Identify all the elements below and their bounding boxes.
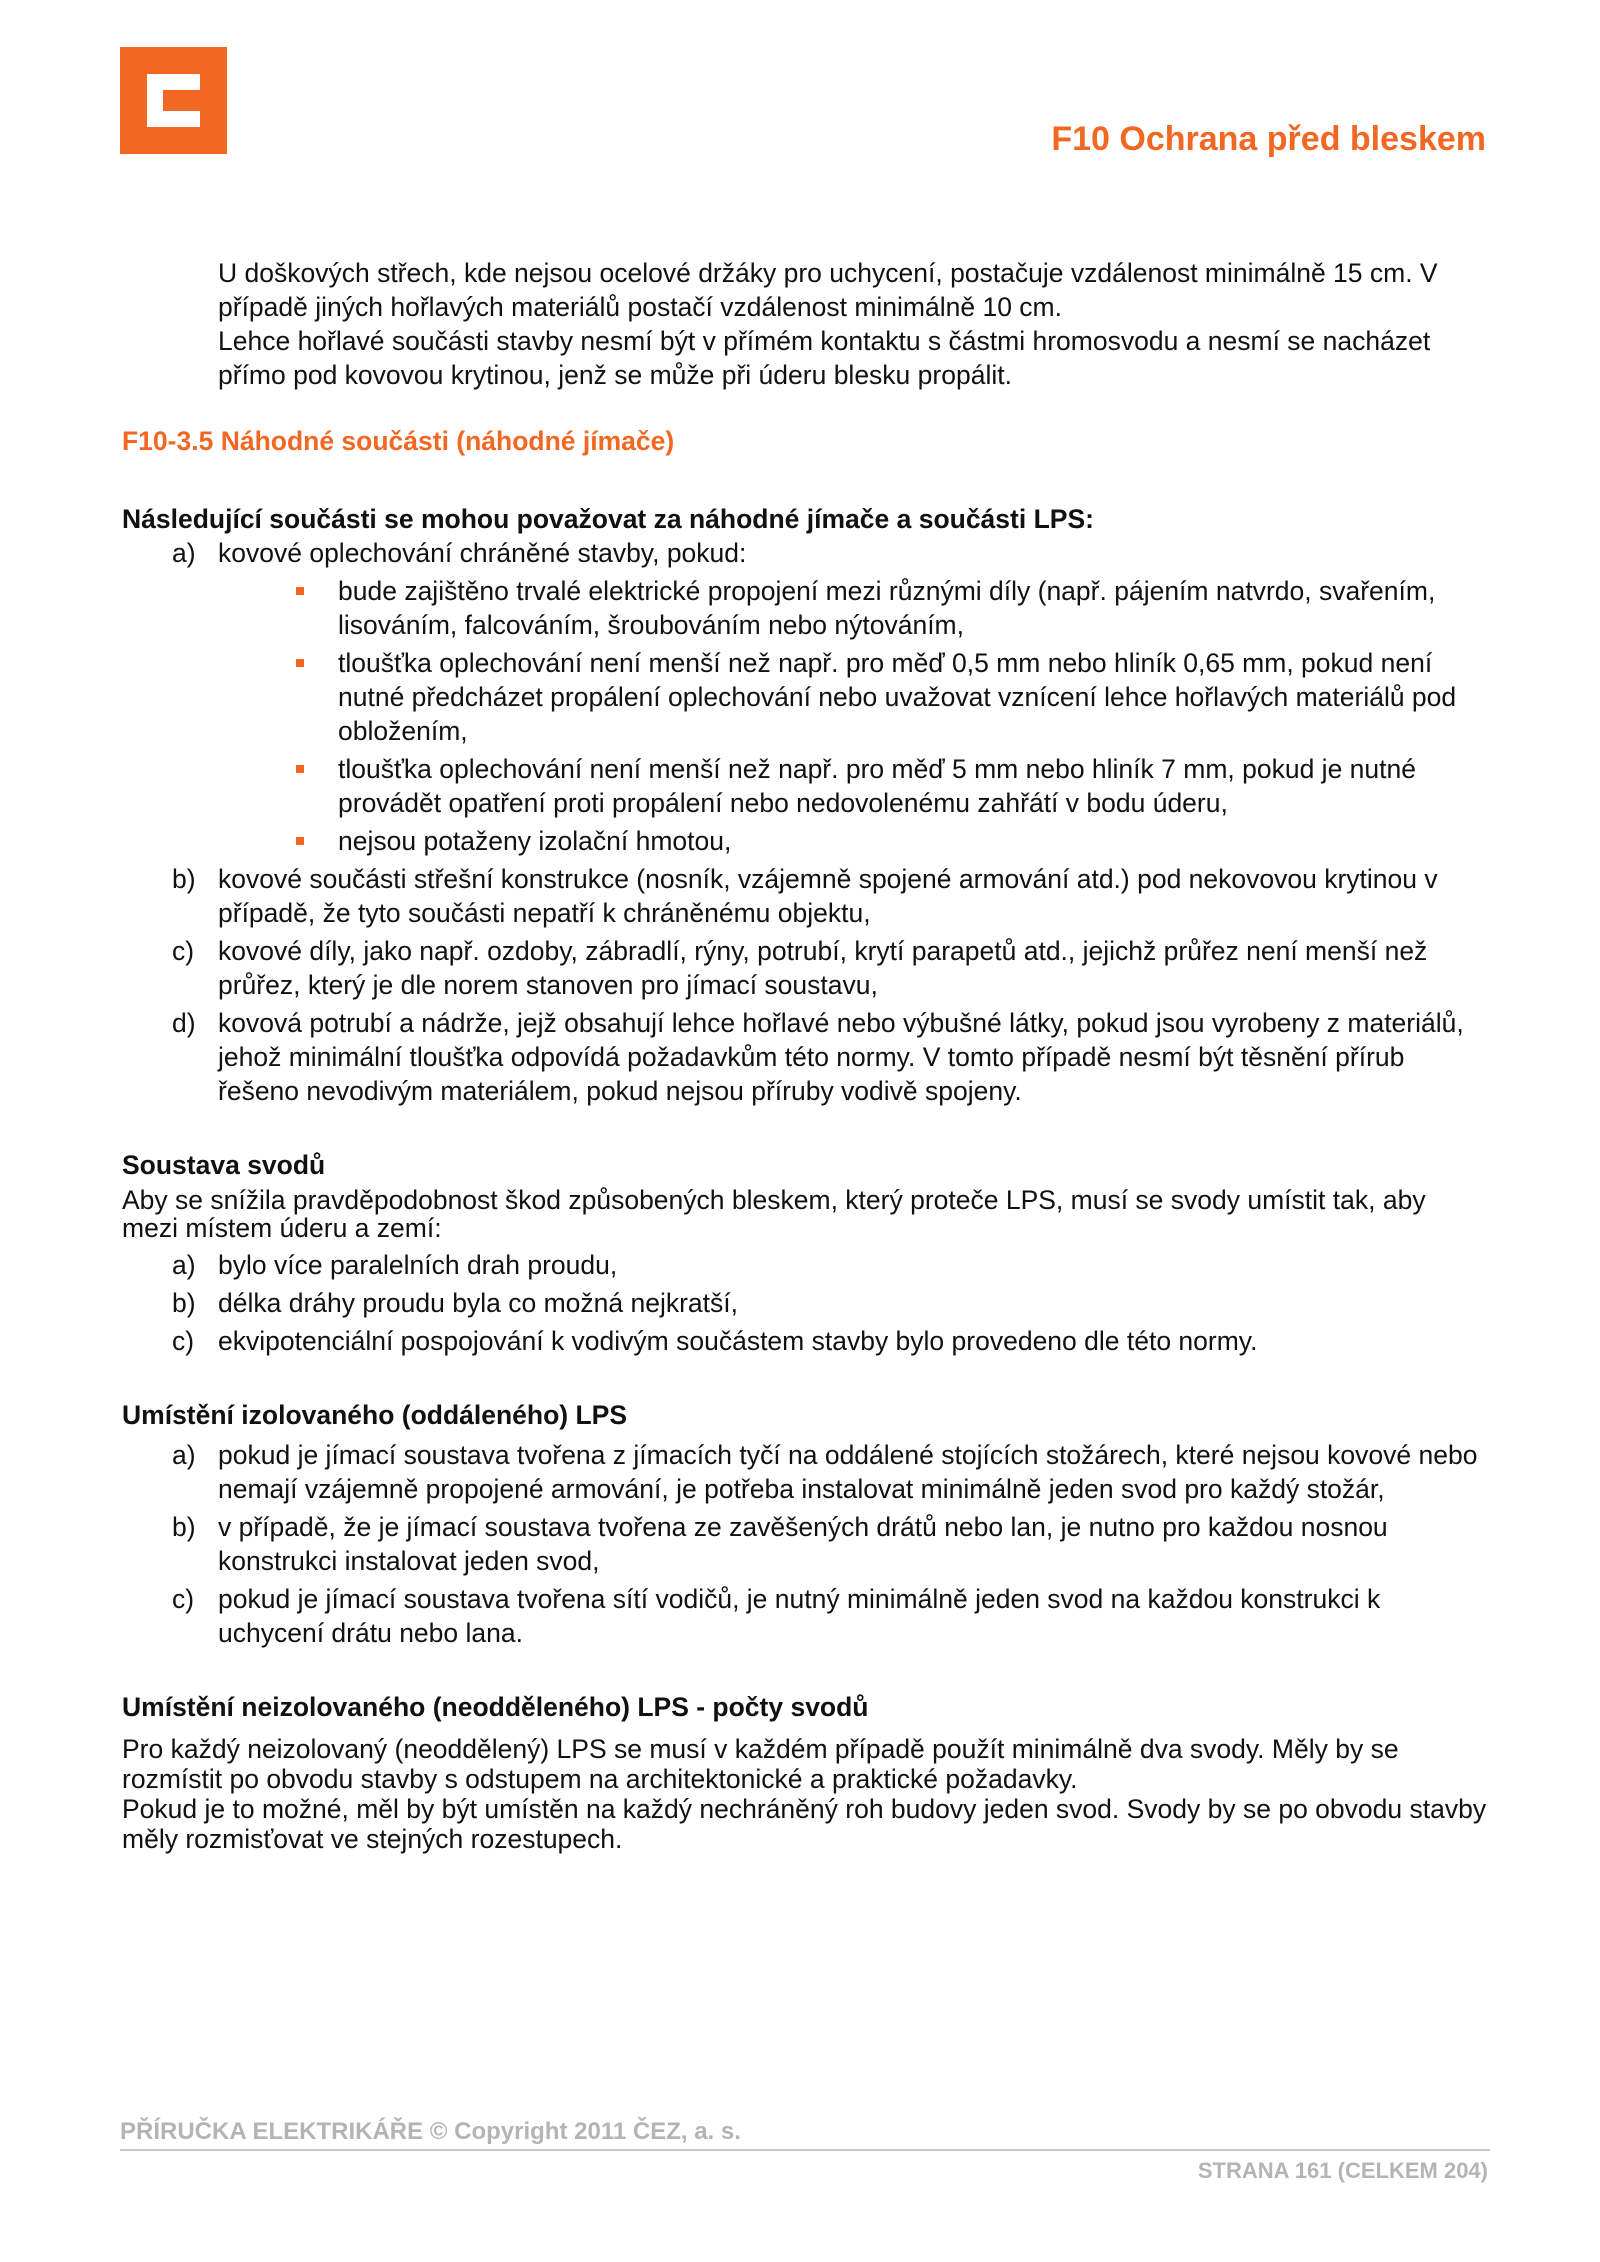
intro-paragraph: U doškových střech, kde nejsou ocelové držáky pro uchycení, postačuje vzdálenost minimálně 15 cm. V případě jiných hořlavých materiálů postačí vzdálenost minimálně 10 cm. — [218, 258, 1438, 322]
list-item — [122, 1438, 1487, 1506]
cez-logo-icon — [120, 47, 227, 154]
list-izolovany-lps — [122, 1438, 1487, 1650]
list-marker: b) — [172, 864, 196, 894]
paragraph-neizolovany-lps: Pro každý neizolovaný (neoddělený) LPS se musí v každém případě použít minimálně dva svody. Měly by se rozmístit po obvodu stavby s odstupem na architektonické a praktické požadavky. — [122, 1734, 1399, 1794]
intro-paragraph: Lehce hořlavé součásti stavby nesmí být v přímém kontaktu s částmi hromosvodu a nesmí se nacházet přímo pod kovovou krytinou, jenž se může při úderu blesku propálit. — [218, 326, 1431, 390]
heading-izolovany-lps: Umístění izolovaného (oddáleného) LPS — [122, 1400, 628, 1430]
list-item-text: v případě, že je jímací soustava tvořena ze zavěšených drátů nebo lan, je nutno pro každou nosnou konstrukci instalovat jeden svod, — [218, 1512, 1388, 1576]
footer-divider — [120, 2149, 1490, 2151]
list-item-text: bylo více paralelních drah proudu, — [218, 1250, 618, 1280]
list-marker: a) — [172, 1440, 196, 1470]
footer-copyright: PŘÍRUČKA ELEKTRIKÁŘE © Copyright 2011 ČEZ, a. s. — [120, 2118, 741, 2145]
bullet-square-icon — [296, 659, 304, 667]
bullet-item-text: nejsou potaženy izolační hmotou, — [338, 826, 732, 856]
list-marker: b) — [172, 1288, 196, 1318]
bullet-square-icon — [296, 765, 304, 773]
list-item — [122, 1510, 1487, 1578]
footer-page-number: STRANA 161 (CELKEM 204) — [1197, 2158, 1488, 2183]
bullet-square-icon — [296, 587, 304, 595]
bullet-item — [122, 824, 1487, 858]
bullet-square-icon — [296, 837, 304, 845]
list-item-text: pokud je jímací soustava tvořena z jímacích tyčí na oddálené stojících stožárech, které nejsou kovové nebo nemají vzájemně propojené armování, je potřeba instalovat minimálně jeden svod pro každý stožár, — [218, 1440, 1478, 1504]
list-nahodne-soucasti — [122, 536, 1487, 1108]
list-item — [122, 1324, 1487, 1358]
document-body — [122, 256, 1487, 1854]
list-marker: d) — [172, 1008, 196, 1038]
list-item — [122, 862, 1487, 930]
bullet-item-text: bude zajištěno trvalé elektrické propojení mezi různými díly (např. pájením natvrdo, svařením, lisováním, falcováním, šroubováním nebo nýtováním, — [338, 576, 1436, 640]
list-item-text: kovové součásti střešní konstrukce (nosník, vzájemně spojené armování atd.) pod nekovovou krytinou v případě, že tyto součásti nepatří k chráněnému objektu, — [218, 864, 1438, 928]
list-item — [122, 1248, 1487, 1282]
list-marker: a) — [172, 538, 196, 568]
list-item — [122, 1006, 1487, 1108]
bullet-list — [218, 574, 1487, 858]
list-marker: c) — [172, 1584, 195, 1614]
list-item-text: pokud je jímací soustava tvořena sítí vodičů, je nutný minimálně jeden svod na každou konstrukci k uchycení drátu nebo lana. — [218, 1584, 1381, 1648]
list-item — [122, 1286, 1487, 1320]
list-item — [122, 934, 1487, 1002]
bullet-item — [122, 646, 1487, 748]
bullet-item-text: tloušťka oplechování není menší než např. pro měď 0,5 mm nebo hliník 0,65 mm, pokud není nutné předcházet propálení oplechování nebo uvažovat vznícení lehce hořlavých materiálů pod obložením, — [338, 648, 1457, 746]
list-marker: c) — [172, 936, 195, 966]
list-marker: b) — [172, 1512, 196, 1542]
list-item-text: kovové díly, jako např. ozdoby, zábradlí, rýny, potrubí, krytí parapetů atd., jejichž průřez není menší než průřez, který je dle norem stanoven pro jímací soustavu, — [218, 936, 1428, 1000]
list-item-text: délka dráhy proudu byla co možná nejkratší, — [218, 1288, 738, 1318]
list-item — [122, 536, 1487, 858]
list-item — [122, 1582, 1487, 1650]
bullet-item — [122, 574, 1487, 642]
page-header-title: F10 Ochrana před bleskem — [1051, 120, 1486, 158]
bullet-item-text: tloušťka oplechování není menší než např. pro měď 5 mm nebo hliník 7 mm, pokud je nutné provádět opatření proti propálení nebo nedovolenému zahřátí v bodu úderu, — [338, 754, 1416, 818]
subheading-nahodne-jimace: Následující součásti se mohou považovat za náhodné jímače a součásti LPS: — [122, 504, 1094, 534]
list-soustava-svodu — [122, 1248, 1487, 1358]
list-item-text: ekvipotenciální pospojování k vodivým součástem stavby bylo provedeno dle této normy. — [218, 1326, 1258, 1356]
bullet-item — [122, 752, 1487, 820]
section-title-nahodne-soucasti: F10-3.5 Náhodné součásti (náhodné jímače) — [122, 426, 675, 456]
heading-neizolovany-lps: Umístění neizolovaného (neodděleného) LPS - počty svodů — [122, 1692, 869, 1722]
list-item-text: kovová potrubí a nádrže, jejž obsahují lehce hořlavé nebo výbušné látky, pokud jsou vyrobeny z materiálů, jehož minimální tloušťka odpovídá požadavkům této normy. V tomto případě nesmí být těsnění přírub řešeno nevodivým materiálem, pokud nejsou příruby vodivě spojeny. — [218, 1008, 1464, 1106]
list-item-text: kovové oplechování chráněné stavby, pokud: — [218, 538, 747, 568]
list-marker: c) — [172, 1326, 195, 1356]
heading-soustava-svodu: Soustava svodů — [122, 1150, 326, 1180]
paragraph-neizolovany-lps: Pokud je to možné, měl by být umístěn na každý nechráněný roh budovy jeden svod. Svody by se po obvodu stavby měly rozmisťovat ve stejných rozestupech. — [122, 1794, 1487, 1854]
paragraph-soustava-svodu: Aby se snížila pravděpodobnost škod způsobených bleskem, který proteče LPS, musí se svody umístit tak, aby mezi místem úderu a zemí: — [122, 1185, 1426, 1243]
list-marker: a) — [172, 1250, 196, 1280]
intro-block — [218, 256, 1487, 392]
